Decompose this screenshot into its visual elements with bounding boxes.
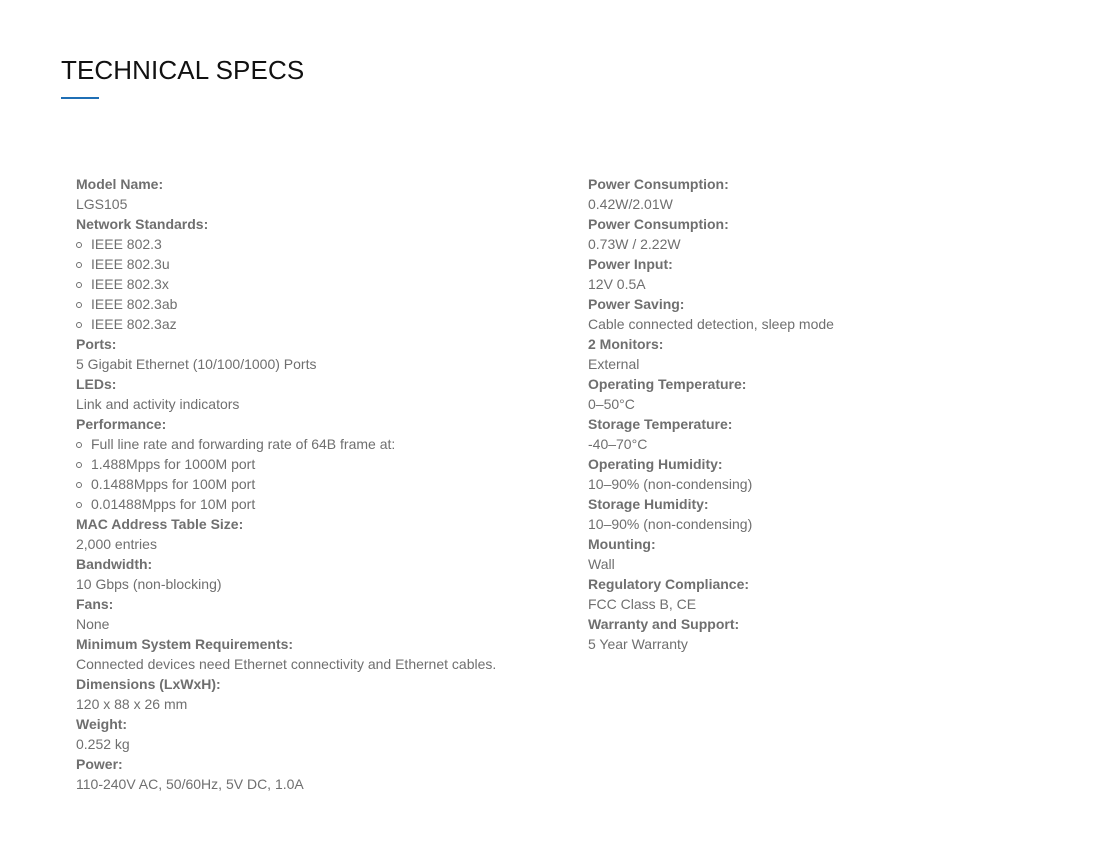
min-requirements-value: Connected devices need Ethernet connectivity and Ethernet cables. [76,656,497,672]
power-saving-label: Power Saving: [588,296,685,312]
monitors-value: External [588,356,640,372]
leds-value: Link and activity indicators [76,396,240,412]
storage-humidity-value: 10–90% (non-condensing) [588,516,753,532]
operating-humidity-value: 10–90% (non-condensing) [588,476,753,492]
page-title: TECHNICAL SPECS [61,55,305,85]
list-item-text: IEEE 802.3x [91,276,169,292]
leds-label: LEDs: [76,376,117,392]
storage-temperature-value: -40–70°C [588,436,648,452]
circle-bullet-icon [76,282,82,288]
power-input-value: 12V 0.5A [588,276,646,292]
weight-value: 0.252 kg [76,736,130,752]
ports-value: 5 Gigabit Ethernet (10/100/1000) Ports [76,356,317,372]
circle-bullet-icon [76,302,82,308]
circle-bullet-icon [76,442,82,448]
bandwidth-value: 10 Gbps (non-blocking) [76,576,222,592]
min-requirements-label: Minimum System Requirements: [76,636,294,652]
operating-temperature-value: 0–50°C [588,396,635,412]
regulatory-compliance-label: Regulatory Compliance: [588,576,750,592]
performance-list [76,434,566,514]
fans-value: None [76,616,110,632]
list-item-text: IEEE 802.3ab [91,296,178,312]
list-item [76,294,566,314]
power-consumption-value: 0.73W / 2.22W [588,236,681,252]
dimensions-label: Dimensions (LxWxH): [76,676,221,692]
power-saving-value: Cable connected detection, sleep mode [588,316,834,332]
mac-table-label: MAC Address Table Size: [76,516,244,532]
performance-label: Performance: [76,416,167,432]
network-standards-list [76,234,566,334]
list-item-text: 1.488Mpps for 1000M port [91,456,256,472]
list-item [76,474,566,494]
fans-label: Fans: [76,596,114,612]
power-label: Power: [76,756,123,772]
specs-right-column [588,174,1078,654]
list-item-text: IEEE 802.3az [91,316,177,332]
mac-table-value: 2,000 entries [76,536,157,552]
mounting-value: Wall [588,556,615,572]
circle-bullet-icon [76,262,82,268]
circle-bullet-icon [76,462,82,468]
list-item [76,234,566,254]
specs-left-column [76,174,566,794]
network-standards-label: Network Standards: [76,216,209,232]
list-item-text: Full line rate and forwarding rate of 64B frame at: [91,436,396,452]
list-item [76,274,566,294]
circle-bullet-icon [76,502,82,508]
circle-bullet-icon [76,482,82,488]
operating-temperature-label: Operating Temperature: [588,376,747,392]
mounting-label: Mounting: [588,536,656,552]
operating-humidity-label: Operating Humidity: [588,456,723,472]
list-item-text: 0.01488Mpps for 10M port [91,496,256,512]
warranty-label: Warranty and Support: [588,616,740,632]
power-consumption-value: 0.42W/2.01W [588,196,673,212]
warranty-value: 5 Year Warranty [588,636,688,652]
power-consumption-label: Power Consumption: [588,216,729,232]
title-underline [61,97,99,99]
list-item [76,494,566,514]
circle-bullet-icon [76,242,82,248]
list-item [76,314,566,334]
monitors-label: 2 Monitors: [588,336,664,352]
power-input-label: Power Input: [588,256,673,272]
ports-label: Ports: [76,336,117,352]
regulatory-compliance-value: FCC Class B, CE [588,596,697,612]
power-consumption-label: Power Consumption: [588,176,729,192]
storage-temperature-label: Storage Temperature: [588,416,733,432]
dimensions-value: 120 x 88 x 26 mm [76,696,188,712]
list-item-text: 0.1488Mpps for 100M port [91,476,256,492]
bandwidth-label: Bandwidth: [76,556,153,572]
circle-bullet-icon [76,322,82,328]
storage-humidity-label: Storage Humidity: [588,496,709,512]
list-item-text: IEEE 802.3u [91,256,170,272]
power-value: 110-240V AC, 50/60Hz, 5V DC, 1.0A [76,776,304,792]
list-item [76,434,566,454]
model-name-value: LGS105 [76,196,128,212]
list-item-text: IEEE 802.3 [91,236,162,252]
list-item [76,254,566,274]
list-item [76,454,566,474]
weight-label: Weight: [76,716,128,732]
model-name-label: Model Name: [76,176,164,192]
